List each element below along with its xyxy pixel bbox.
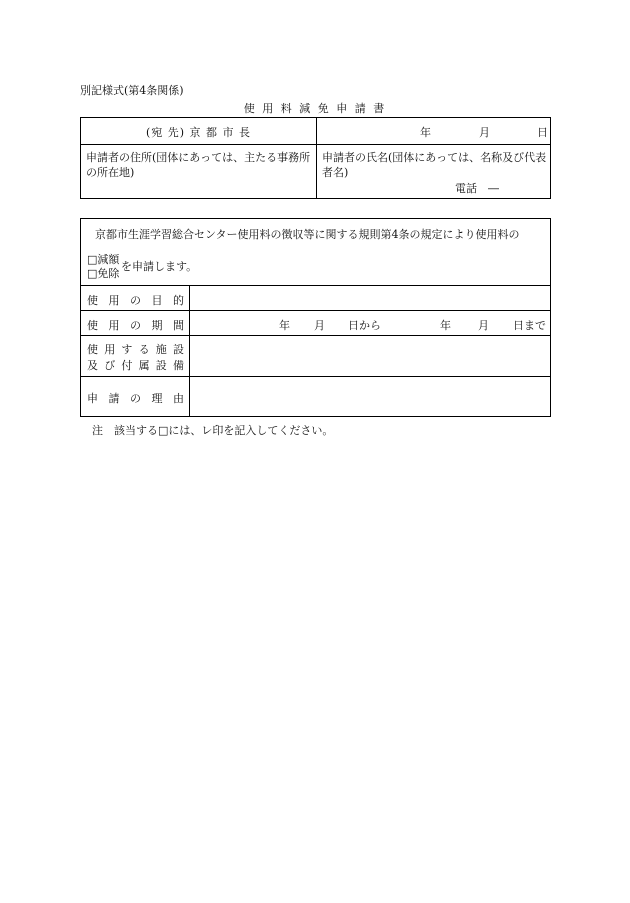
period-month-from: 月 [314, 319, 325, 332]
date-year-label: 年 [420, 126, 431, 139]
phone-label: 電話 ― [455, 182, 499, 195]
row-divider [81, 310, 550, 311]
applicant-address-label: 申請者の住所(団体にあっては、主たる事務所の所在地) [86, 151, 311, 179]
date-day-label: 日 [537, 126, 548, 139]
header-divider-horizontal [81, 144, 550, 145]
application-table [80, 218, 551, 417]
statement-text: 京都市生涯学習総合センター使用料の徴収等に関する規則第4条の規定により使用料の [95, 228, 520, 241]
form-number-label: 別記様式(第4条関係) [80, 84, 184, 97]
row-divider [81, 376, 550, 377]
row-divider [81, 335, 550, 336]
period-day-from: 日から [348, 319, 381, 332]
facility-label-line1: 使 用 す る 施 設 [87, 343, 185, 356]
applicant-name-label: 申請者の氏名(団体にあっては、名称及び代表者名) [322, 151, 547, 179]
exemption-checkbox-option[interactable]: □免除 [87, 267, 120, 280]
row-divider [81, 285, 550, 286]
reduction-checkbox-option[interactable]: □減額 [87, 253, 120, 266]
header-divider-vertical [316, 118, 317, 198]
facility-label-line2: 及 び 付 属 設 備 [87, 359, 185, 372]
footnote: 注 該当する□には、レ印を記入してください。 [92, 424, 334, 437]
column-divider [189, 285, 190, 416]
purpose-label: 使 用 の 目 的 [87, 294, 185, 307]
period-year-from: 年 [279, 319, 290, 332]
header-table [80, 117, 551, 199]
period-day-to: 日まで [513, 319, 546, 332]
addressee-label: (宛 先) 京 都 市 長 [145, 126, 252, 139]
reason-label: 申 請 の 理 由 [87, 392, 185, 405]
document-title: 使 用 料 減 免 申 請 書 [243, 102, 387, 115]
statement-tail: を申請します。 [121, 260, 198, 273]
period-label: 使 用 の 期 間 [87, 319, 185, 332]
date-month-label: 月 [479, 126, 490, 139]
period-year-to: 年 [440, 319, 451, 332]
period-month-to: 月 [478, 319, 489, 332]
